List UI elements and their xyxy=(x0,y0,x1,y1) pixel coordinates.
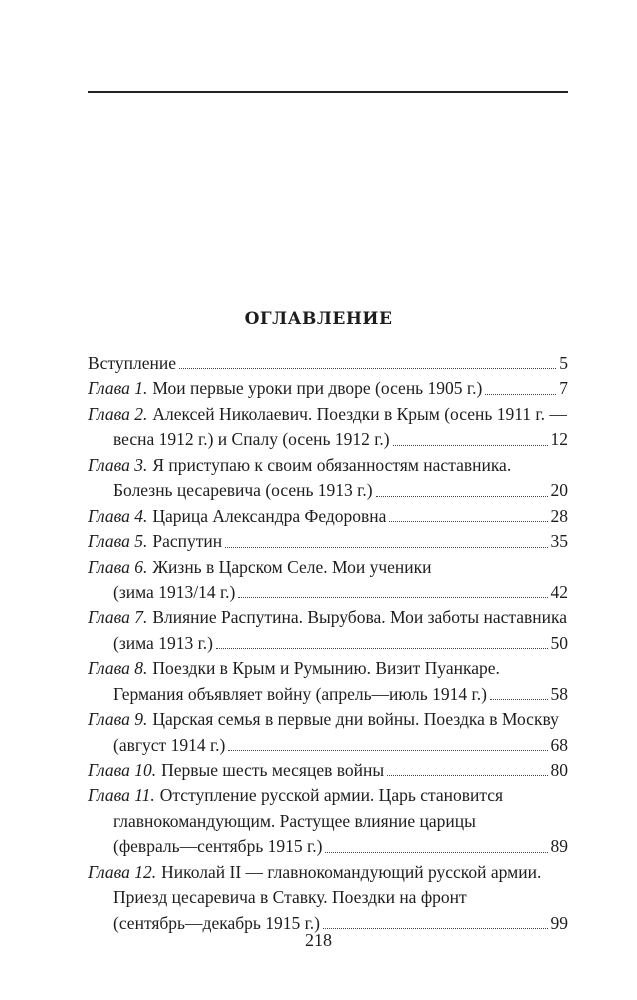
leader-dots xyxy=(389,504,547,522)
leader-dots xyxy=(490,682,548,700)
toc-line-text: Влияние Распутина. Вырубова. Мои заботы наставника xyxy=(152,607,568,628)
chapter-label: Глава 9. xyxy=(88,709,148,730)
chapter-label: Глава 4. xyxy=(88,505,148,526)
toc-line xyxy=(88,555,568,580)
chapter-label: Глава 6. xyxy=(88,556,148,577)
toc-line-text: Николай II — главнокомандующий русской армии. xyxy=(161,861,542,882)
toc-line-text: (сентябрь—декабрь 1915 г.) xyxy=(113,912,321,933)
leader-dots xyxy=(228,733,547,751)
toc-entry[interactable] xyxy=(88,605,568,656)
toc-line xyxy=(88,885,568,910)
toc-page-number: 20 xyxy=(550,480,568,501)
chapter-label: Глава 7. xyxy=(88,607,148,628)
toc-page-number: 99 xyxy=(550,912,568,933)
leader-dots xyxy=(387,758,547,776)
toc-entry[interactable] xyxy=(88,351,568,376)
toc-line-text: (зима 1913 г.) xyxy=(113,632,213,653)
toc-page-number: 89 xyxy=(550,836,568,857)
toc-entry[interactable] xyxy=(88,555,568,606)
toc-line-text: Распутин xyxy=(152,531,223,552)
toc-entry[interactable] xyxy=(88,656,568,707)
toc-entry[interactable] xyxy=(88,376,568,401)
toc-line-text: Вступление xyxy=(88,353,176,373)
page-number: 218 xyxy=(305,930,332,950)
page-title: ОГЛАВЛЕНИЕ xyxy=(244,309,393,329)
toc-entry[interactable] xyxy=(88,860,568,936)
toc-line xyxy=(88,504,568,529)
leader-dots xyxy=(325,834,547,852)
toc-line-text: Жизнь в Царском Селе. Мои ученики xyxy=(152,556,432,577)
toc-line-text: главнокомандующим. Растущее влияние царицы xyxy=(113,810,476,831)
toc-line xyxy=(88,834,568,859)
leader-dots xyxy=(393,427,548,445)
toc-line xyxy=(88,809,568,834)
toc-line xyxy=(88,783,568,808)
toc-page-number: 80 xyxy=(550,760,568,780)
toc-line-text: Болезнь цесаревича (осень 1913 г.) xyxy=(113,480,373,501)
table-of-contents xyxy=(88,351,568,936)
toc-line xyxy=(88,478,568,503)
toc-line xyxy=(88,707,568,732)
toc-line-text: (август 1914 г.) xyxy=(113,734,226,755)
leader-dots xyxy=(376,478,548,496)
toc-entry[interactable] xyxy=(88,783,568,859)
toc-line xyxy=(88,402,568,427)
chapter-label: Глава 8. xyxy=(88,658,148,679)
toc-line-text: Царская семья в первые дни войны. Поездка в Москву xyxy=(152,709,559,730)
toc-page-number: 50 xyxy=(550,632,568,653)
toc-page-number: 35 xyxy=(550,531,568,552)
toc-line-text: весна 1912 г.) и Спалу (осень 1912 г.) xyxy=(113,429,390,450)
toc-line xyxy=(88,453,568,478)
chapter-label: Глава 12. xyxy=(88,861,157,882)
toc-line-text: Я приступаю к своим обязанностям наставника. xyxy=(152,454,512,475)
toc-line-text: Царица Александра Федоровна xyxy=(152,505,387,526)
toc-line-text: (зима 1913/14 г.) xyxy=(113,581,236,602)
leader-dots xyxy=(323,911,547,929)
toc-line xyxy=(88,351,568,376)
toc-line xyxy=(88,631,568,656)
leader-dots xyxy=(225,529,547,547)
toc-line xyxy=(88,529,568,554)
toc-line-text: Приезд цесаревича в Ставку. Поездки на фронт xyxy=(113,887,467,908)
leader-dots xyxy=(179,351,556,369)
toc-page-number: 28 xyxy=(550,505,568,526)
toc-page-number: 42 xyxy=(550,581,568,602)
chapter-label: Глава 1. xyxy=(88,378,148,399)
toc-page-number: 5 xyxy=(559,353,568,373)
leader-dots xyxy=(238,580,547,598)
toc-line-text: Отступление русской армии. Царь становится xyxy=(159,785,504,806)
toc-line xyxy=(88,605,568,630)
toc-line xyxy=(88,758,568,783)
leader-dots xyxy=(485,376,556,394)
toc-page-number: 58 xyxy=(550,683,568,704)
toc-entry[interactable] xyxy=(88,504,568,529)
toc-entry[interactable] xyxy=(88,758,568,783)
chapter-label: Глава 3. xyxy=(88,454,148,475)
toc-line-text: Мои первые уроки при дворе (осень 1905 г.) xyxy=(152,378,483,399)
toc-entry[interactable] xyxy=(88,453,568,504)
toc-page-number: 12 xyxy=(550,429,568,450)
toc-entry[interactable] xyxy=(88,529,568,554)
leader-dots xyxy=(216,631,548,649)
toc-line xyxy=(88,427,568,452)
toc-line xyxy=(88,733,568,758)
toc-line xyxy=(88,376,568,401)
toc-entry[interactable] xyxy=(88,707,568,758)
toc-line-text: Германия объявляет войну (апрель—июль 1914 г.) xyxy=(113,683,487,704)
chapter-label: Глава 2. xyxy=(88,403,148,424)
toc-line-text: Поездки в Крым и Румынию. Визит Пуанкаре. xyxy=(152,658,500,679)
toc-line-text: Первые шесть месяцев войны xyxy=(161,760,385,780)
toc-page-number: 68 xyxy=(550,734,568,755)
toc-page-number: 7 xyxy=(559,378,568,399)
toc-line-text: Алексей Николаевич. Поездки в Крым (осень 1911 г. — xyxy=(152,403,567,424)
toc-line xyxy=(88,656,568,681)
toc-line xyxy=(88,860,568,885)
chapter-label: Глава 11. xyxy=(88,785,155,806)
toc-entry[interactable] xyxy=(88,402,568,453)
toc-line xyxy=(88,682,568,707)
header-rule xyxy=(88,91,568,93)
toc-line xyxy=(88,580,568,605)
chapter-label: Глава 10. xyxy=(88,760,157,780)
chapter-label: Глава 5. xyxy=(88,531,148,552)
toc-line-text: (февраль—сентябрь 1915 г.) xyxy=(113,836,323,857)
